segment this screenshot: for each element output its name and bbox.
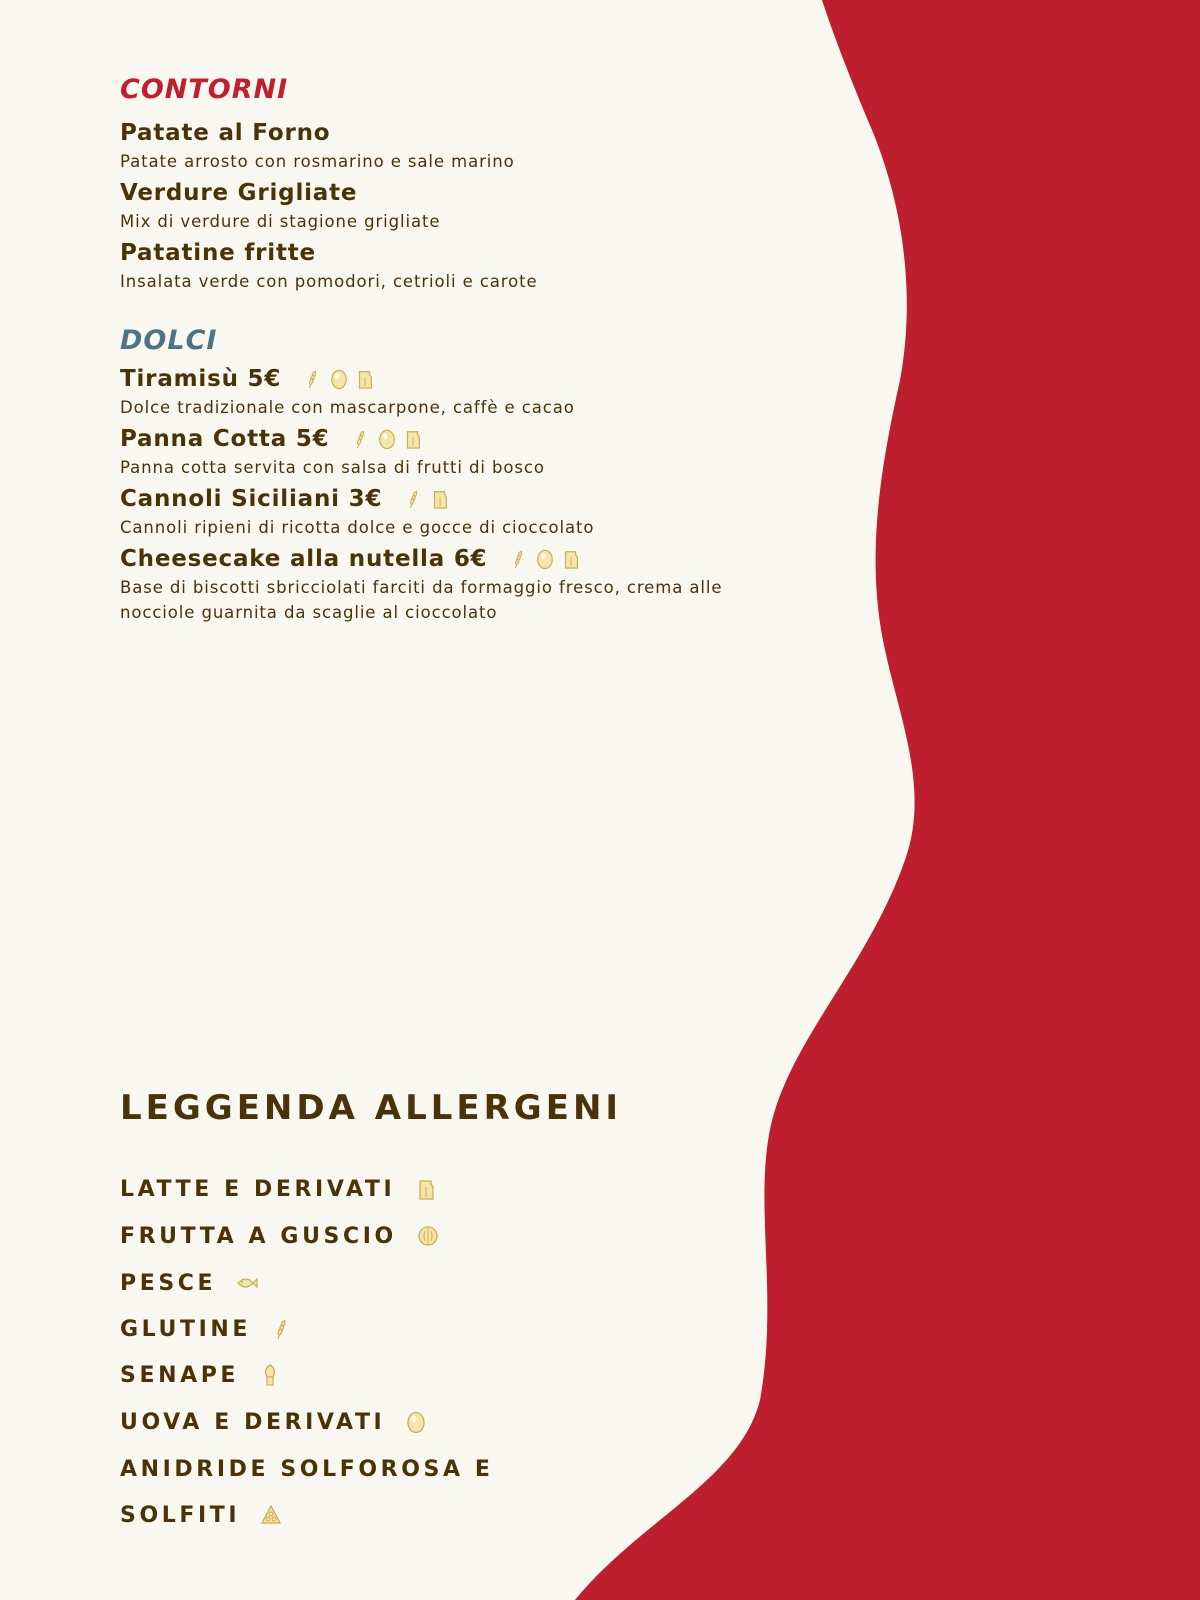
egg-icon xyxy=(329,367,349,391)
item-name-row xyxy=(120,484,800,514)
legend-label: UOVA E DERIVATI xyxy=(120,1409,386,1435)
legend-item xyxy=(120,1221,439,1251)
sulfite-icon xyxy=(260,1503,282,1527)
item-name-row xyxy=(120,544,800,574)
menu-item xyxy=(120,484,800,540)
wheat-icon xyxy=(303,367,323,391)
item-name: Panna Cotta 5€ xyxy=(120,426,330,452)
legend-item xyxy=(120,1360,281,1390)
item-name-row xyxy=(120,424,800,454)
legend-item xyxy=(120,1454,493,1484)
milk-icon xyxy=(355,367,375,391)
legend-heading: LEGGENDA ALLERGENI xyxy=(120,1088,623,1128)
item-description: Insalata verde con pomodori, cetrioli e carote xyxy=(120,272,538,291)
wheat-icon xyxy=(351,427,371,451)
item-description: Patate arrosto con rosmarino e sale marino xyxy=(120,152,515,171)
legend-label: SOLFITI xyxy=(120,1502,241,1528)
nut-icon xyxy=(417,1224,439,1248)
legend-label: GLUTINE xyxy=(120,1316,251,1342)
legend-item xyxy=(120,1500,282,1530)
milk-icon xyxy=(561,547,581,571)
item-description: Base di biscotti sbricciolati farciti da formaggio fresco, crema alle nocciole guarnita da scaglie al cioccolato xyxy=(120,578,723,622)
egg-icon xyxy=(535,547,555,571)
allergen-icons xyxy=(351,427,423,451)
item-name-row xyxy=(120,364,800,394)
wheat-icon xyxy=(509,547,529,571)
egg-icon xyxy=(377,427,397,451)
item-description: Panna cotta servita con salsa di frutti di bosco xyxy=(120,458,545,477)
contorni-heading: CONTORNI xyxy=(120,74,289,105)
mustard-icon xyxy=(259,1363,281,1387)
legend-label: PESCE xyxy=(120,1270,217,1296)
milk-icon xyxy=(415,1177,437,1201)
legend-item xyxy=(120,1407,427,1437)
item-name: Verdure Grigliate xyxy=(120,180,358,206)
item-name: Patatine fritte xyxy=(120,240,316,266)
legend-label: FRUTTA A GUSCIO xyxy=(120,1223,397,1249)
wheat-icon xyxy=(404,487,424,511)
allergen-icons xyxy=(509,547,581,571)
allergen-icons xyxy=(303,367,375,391)
dolci-heading: DOLCI xyxy=(120,325,218,356)
fish-icon xyxy=(236,1271,258,1295)
item-description: Cannoli ripieni di ricotta dolce e gocce di cioccolato xyxy=(120,518,595,537)
menu-item xyxy=(120,424,800,480)
wheat-icon xyxy=(271,1317,293,1341)
item-name: Tiramisù 5€ xyxy=(120,366,282,392)
item-name: Patate al Forno xyxy=(120,120,331,146)
milk-icon xyxy=(430,487,450,511)
legend-label: LATTE E DERIVATI xyxy=(120,1176,396,1202)
legend-label: ANIDRIDE SOLFOROSA E xyxy=(120,1456,494,1482)
legend-item xyxy=(120,1314,293,1344)
item-name: Cannoli Siciliani 3€ xyxy=(120,486,383,512)
item-description: Dolce tradizionale con mascarpone, caffè e cacao xyxy=(120,398,575,417)
legend-item xyxy=(120,1174,437,1204)
milk-icon xyxy=(403,427,423,451)
menu-item xyxy=(120,238,800,294)
item-name: Cheesecake alla nutella 6€ xyxy=(120,546,488,572)
menu-item xyxy=(120,178,800,234)
item-description: Mix di verdure di stagione grigliate xyxy=(120,212,441,231)
egg-icon xyxy=(405,1410,427,1434)
menu-item xyxy=(120,118,800,174)
legend-label: SENAPE xyxy=(120,1362,240,1388)
allergen-icons xyxy=(404,487,450,511)
menu-item xyxy=(120,364,800,420)
legend-item xyxy=(120,1268,258,1298)
menu-item xyxy=(120,544,800,625)
